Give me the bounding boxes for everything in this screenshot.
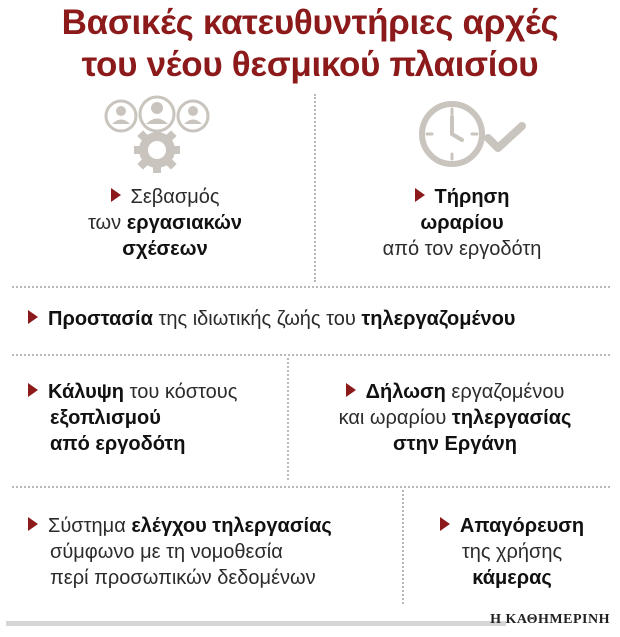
arrow-icon — [28, 517, 38, 531]
page-title-line-1: Βασικές κατευθυντήριες αρχές — [61, 3, 559, 42]
divider-vertical-1 — [314, 94, 316, 282]
divider-horizontal-3 — [12, 486, 610, 488]
divider-vertical-3 — [402, 490, 404, 604]
divider-horizontal-1 — [12, 286, 610, 288]
people-gear-icon — [104, 94, 210, 174]
item-camera: Απαγόρευση της χρήσης κάμερας — [414, 513, 610, 591]
arrow-icon — [440, 517, 450, 531]
arrow-icon — [415, 188, 425, 202]
brand-logo: Η ΚΑΘΗΜΕΡΙΝΗ — [490, 612, 610, 627]
arrow-icon — [28, 383, 38, 397]
arrow-icon — [346, 383, 356, 397]
item-control-system: Σύστημα ελέγχου τηλεργασίας σύμφωνο με τη νομοθεσία περί προσωπικών δεδομένων — [28, 513, 400, 591]
item-schedule: Τήρηση ωραρίου από τον εργοδότη — [382, 186, 542, 260]
footer-bar — [6, 621, 506, 626]
divider-horizontal-2 — [12, 354, 610, 356]
item-privacy: Προστασία της ιδιωτικής ζωής του τηλεργαζομένου — [28, 306, 618, 332]
arrow-icon — [28, 310, 38, 324]
item-respect: Σεβασμός των εργασιακών σχέσεων — [87, 186, 243, 260]
page-title-line-2: του νέου θεσμικού πλαισίου — [81, 45, 539, 84]
item-equipment: Κάλυψη του κόστους εξοπλισμού από εργοδότη — [28, 379, 288, 457]
item-declaration: Δήλωση εργαζομένου και ωραρίου τηλεργασίας στην Εργάνη — [338, 381, 572, 455]
arrow-icon — [111, 188, 121, 202]
clock-check-icon — [418, 100, 530, 170]
